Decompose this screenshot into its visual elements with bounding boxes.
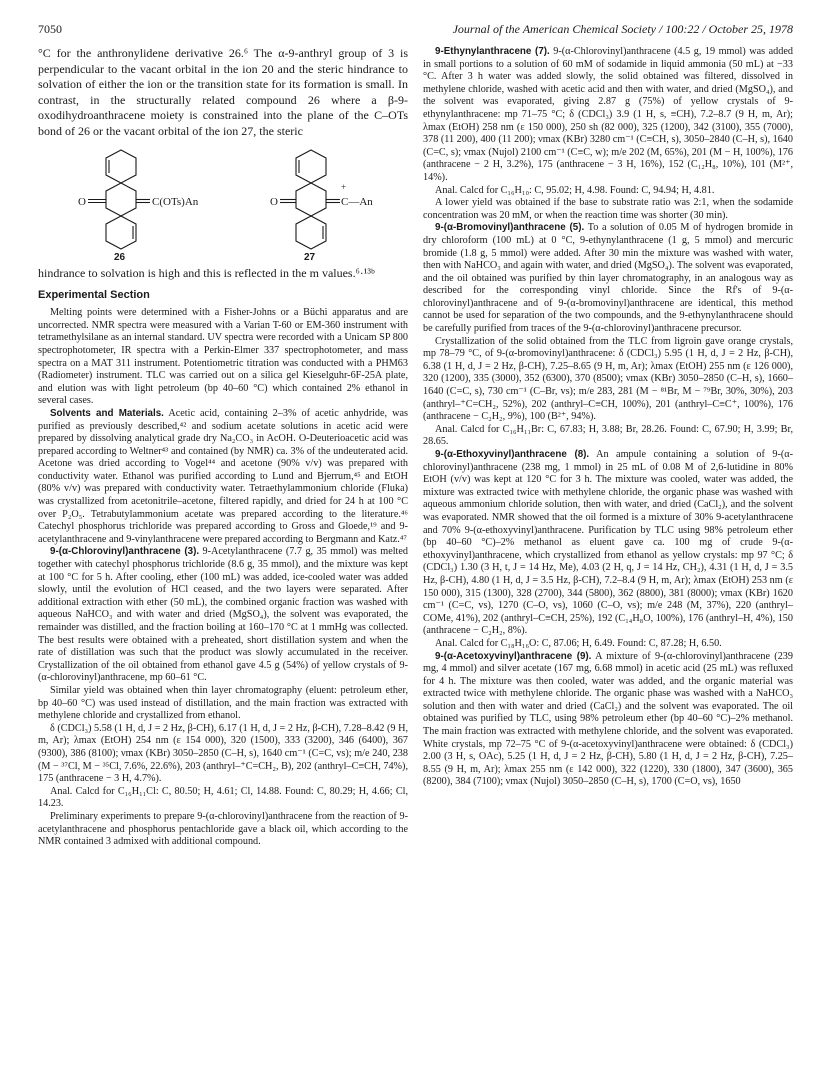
paragraph: A lower yield was obtained if the base to substrate ratio was 2:1, when the sodamide concentration was 20 mM, or when the reaction time was shorter (30 min).: [423, 197, 793, 221]
paragraph: Anal. Calcd for C₁₈H₁₆O: C, 87.06; H, 6.49. Found: C, 87.28; H, 6.50.: [435, 637, 722, 649]
substituent-27: C—An: [341, 195, 373, 208]
runin-heading: 9-(α-Ethoxyvinyl)anthracene (8).: [435, 449, 590, 460]
runin-heading: Solvents and Materials.: [50, 407, 164, 419]
runin-heading: 9-(α-Bromovinyl)anthracene (5).: [435, 222, 585, 234]
running-title: Journal of the American Chemical Society / 100:22 / October 25, 1978: [452, 22, 793, 36]
page-header: [38, 22, 793, 40]
paragraph: δ (CDCl₃) 5.58 (1 H, d, J = 2 Hz, β-CH), 6.17 (1 H, d, J = 2 Hz, β-CH), 7.28–8.42 (9 H, m, Ar); λmax (EtOH) 254 nm (ε 154 000), 320 (1500), 333 (3200), 346 (6400), 367 (9300), 386 (8100); νmax (KBr) 3050–2850 (C–H, s), 1640 cm⁻¹ (C=C, vs); m/e 240, 238 (M − ³⁷Cl, M − ³⁵Cl, 7.6%, 22.6%), 203 (anthryl–⁺C=CH₂, B), 202 (anthryl–C≡CH, 74%), 175 (anthracene − 3 H, 4.7%).: [38, 722, 408, 785]
compound-label-27: 27: [304, 251, 316, 263]
paragraph: Solvents and Materials. Acetic acid, containing 2–3% of acetic anhydride, was purified as previously described,⁴² and sodium acetate solutions in acetic acid were prepared by dissolving analytical grade dry Na₂CO₃ in AcOH. O-Deuterioacetic acid was prepared according to Weltner⁴³ and contained (by NMR) ca. 3% of the undeuterated acid. Acetone was dried according to Vogel⁴⁴ and acetone (90% v/v) was prepared with conductivity water. Ethanol was purified according to Lund and Bjerrum,⁴⁵ and EtOH (80% v/v) was prepared with conductivity water. Tetraethylammonium chloride (Fluka) was crystallized from acetonitrile–acetone, filtered rapidly, and dried for 24 h at 100 °C over P₂O₅. Tetrabutylammonium acetate was prepared according to the literature.⁴⁶ Catechyl phosphorus trichloride was prepared according to Gross and Gloede,¹⁹ and 9-acetylanthracene and 9-vinylanthracene were prepared according to Bergmann and Katz.⁴⁷: [38, 407, 408, 545]
paragraph: Anal. Calcd for C₁₆H₁₁Cl: C, 80.50; H, 4.61; Cl, 14.88. Found: C, 80.29; H, 4.66; Cl, 14.23.: [38, 785, 408, 810]
paragraph: Melting points were determined with a Fisher-Johns or a Büchi apparatus and are uncorrected. NMR spectra were measured with a Varian T-60 or EM-360 instrument with tetramethylsilane as an internal standard. UV spectra were recorded with a Unicam SP 800 spectrophotometer, IR spectra with a Perkin-Elmer 337 spectrophotometer, and mass spectra on a MAT 311 instrument. Potentiometric titration was conducted with a PHM63 (Radiometer) instrument. TLC was carried out on a silica gel Kieselguhr-6F-25A plate, and elution was with light petroleum (bp 40–60 °C) which contained 2% ethanol in several cases.: [38, 307, 408, 407]
structure-27: [280, 150, 340, 249]
intro-paragraph: °C for the anthronylidene derivative 26.⁶ The α-9-anthryl group of 3 is perpendicular to the vacant orbital in the ion 20 and the steric hindrance to solvation of either the ion or the transition state for its formation is small. In contrast, in the structurally related compound 26 where a β-9-oxodihydroanthracene moiety is constrained into the plane of the C–OTs bond of 26 or the vacant orbital of the ion 27, the steric: [38, 46, 408, 138]
section-title: Experimental Section: [38, 289, 150, 302]
paragraph: Anal. Calcd for C₁₆H₁₁Br: C, 67.83; H, 3.88; Br, 28.26. Found: C, 67.90; H, 3.99; Br, 28.65.: [423, 423, 793, 448]
paragraph: Crystallization of the solid obtained from the TLC from ligroin gave orange crystals, mp 78–79 °C, of 9-(α-bromovinyl)anthracene: δ (CDCl₃) 5.95 (1 H, d, J = 2 Hz, β-CH), 6.38 (1 H, d, J = 2 Hz, β-CH), 7.25–8.65 (9 H, m, Ar); λmax (EtOH) 255 nm (ε 126 000), 320 (1200), 335 (3000), 352 (6300), 370 (8500); νmax (KBr) 3050–2850 (C–H, s), 1660–1640 (C=C, s), 730 cm⁻¹ (C–Br, vs); m/e 283, 281 (M − ⁸¹Br, M − ⁷⁹Br, 30%, 30%), 203 (anthryl–⁺C=CH₂, 52%), 202 (anthryl–C≡CH, 100%), 201 (anthryl–C≡C⁺, 100%), 176 (anthracene − C₂H₂, 9%), 100 (B²⁺, 94%).: [423, 335, 793, 423]
runin-heading: 9-(α-Acetoxyvinyl)anthracene (9).: [435, 650, 592, 662]
cation-charge: +: [341, 181, 347, 192]
structure-figure: [38, 144, 408, 252]
substituent-26: C(OTs)An: [152, 195, 199, 208]
oxygen-label-26: O: [78, 195, 86, 208]
structure-26: [88, 150, 150, 249]
oxygen-label-27: O: [270, 195, 278, 208]
left-column: [38, 46, 408, 849]
paragraph: 9-(α-Acetoxyvinyl)anthracene (9). A mixture of 9-(α-chlorovinyl)anthracene (239 mg, 4 mmol) and silver acetate (167 mg, 6.68 mmol) in acetic acid (25 mL) was refluxed for 4 h. The mixture was then cooled, water was added, and the organic material was extracted twice with methylene chloride. The organic phase was washed with a NaHCO₃ solution and then with water and dried (CaCl₂) and the solvent was evaporated. The oil obtained was purified by TLC, using 98% petroleum ether (bp 40–60 °C)–2% methanol. The main fraction was extracted with methylene chloride, and the solvent was evaporated. White crystals, mp 72–75 °C of 9-(α-acetoxyvinyl)anthracene were obtained: δ (CDCl₃) 2.00 (3 H, s, OAc), 5.25 (1 H, d, J = 2 Hz, β-CH), 5.80 (1 H, d, J = 2 Hz, β-CH), 7.25–8.55 (9 H, m, Ar); λmax 255 nm (ε 142 000), 322 (1220), 330 (1800), 347 (3600), 365 (8200), 384 (7100); νmax (Nujol) 3050–2850 (C–H, s), 1700 (C=O, vs), 1650: [423, 650, 793, 788]
figure-labels: [38, 252, 408, 266]
runin-heading: 9-Ethynylanthracene (7).: [435, 46, 550, 57]
paragraph: 9-(α-Ethoxyvinyl)anthracene (8). An ampule containing a solution of 9-(α-chlorovinyl)anthracene (238 mg, 1 mmol) in 25 mL of 0.08 M of 2,6-lutidine in 80% EtOH (v/v) was kept at 120 °C for 3 h. The mixture was cooled, water was added, the mixture was extracted twice with methylene chloride, the organic phase was washed with aqueous ammonium chloride solution, then with water, and dried (CaCl₂), and the solvent was evaporated. NMR showed that the oil formed is a mixture of 30% 9-acetylanthracene and 70% 9-(α-ethoxyvinyl)anthracene. Purification by TLC using 98% petroleum ether (bp 40–60 °C)–2% methanol as eluent gave ca. 100 mg of crude 9-(α-ethoxyvinyl)anthracene, which crystallized from ethanol as yellow crystals: mp 97 °C; δ (CDCl₃) 1.30 (3 H, t, J = 14 Hz, Me), 4.03 (2 H, q, J = 14 Hz, CH₂), 4.31 (1 H, d, J = 3.5 Hz, β-CH), 4.80 (1 H, d, J = 3.5 Hz, β-CH), 7.2–8.4 (9 H, m, Ar); λmax (EtOH) 253 nm (ε 150 000), 315 (1300), 328 (2700), 344 (5800), 362 (8800), 381 (8000); νmax (KBr) 1620 cm⁻¹ (C=C, vs), 1270 (C–O, vs), 1060 (C–O, vs); m/e 248 (M, 37%), 220 (anthryl–COMe, 41%), 202 (anthryl–C≡CH, 25%), 192 (C₁₄H₈O, 100%), 176 (anthryl–H, 4%), 150 (anthracene − C₂H₂, 8%).: [423, 449, 793, 637]
paragraph: 9-Ethynylanthracene (7). 9-(α-Chlorovinyl)anthracene (4.5 g, 19 mmol) was added in small portions to a solution of 60 mM of sodamide in liquid ammonia (50 mL) at −33 °C. After 3 h water was added slowly, the solid obtained was filtered, dissolved in methylene chloride, washed with acetic acid and then with water, and dried (MgSO₄), and the solvent was evaporated, giving 2.87 g (75%) of yellow crystals of 9-ethynylanthracene: mp 71–75 °C; δ (CDCl₃) 3.9 (1 H, s, ≡CH), 7.2–8.7 (9 H, m, Ar); λmax (EtOH) 258 nm (ε 150 000), 250 sh (82 000), 325 (1200), 342 (3100), 355 (7000), 378 (11 200), 400 (11 200); νmax (KBr) 3280 cm⁻¹ (C≡CH, s), 3050–2840 (C–H, s), 1640 (C=C, s); νmax (Nujol) 2100 cm⁻¹ (C≡C, w); m/e 202 (M, 65%), 201 (M − H, 100%), 176 (anthracene − 2 H, 3.2%), 175 (anthracene − 3 H, 16%), 152 (C₁₂H₈, 10%), 101 (M²⁺, 14%).: [423, 46, 793, 183]
runin-heading: 9-(α-Chlorovinyl)anthracene (3).: [50, 546, 200, 558]
paragraph: Anal. Calcd for C₁₆H₁₀: C, 95.02; H, 4.98. Found: C, 94.94; H, 4.81.: [435, 184, 715, 196]
page-number: 7050: [38, 22, 62, 36]
after-figure-text: hindrance to solvation is high and this is reflected in the m values.⁶·¹³ᵇ: [38, 265, 375, 280]
paragraph: 9-(α-Bromovinyl)anthracene (5). To a solution of 0.05 M of hydrogen bromide in dry chloroform (100 mL) at 0 °C, 9-ethynylanthracene (1 g, 5 mmol) and mercuric bromide (1.8 g, 5 mmol) were added. After 30 min the mixture was washed with water, then with NaHCO₃ and again with water, and dried (MgSO₄). The solvent was evaporated, and the oil obtained was purified by thin layer chromatography, in an analogous way as described for the corresponding vinyl chloride. Since the Rf's of 9-(α-chlorovinyl)anthracene and of 9-(α-bromovinyl)anthracene are identical, this method cannot be used for separation of the two compounds, and the 9-ethynylanthracene should be carefully purified from traces of the 9-(α-chlorovinyl)anthracene precursor.: [423, 222, 793, 335]
structure-drawing: [38, 144, 408, 252]
paragraph: Preliminary experiments to prepare 9-(α-chlorovinyl)anthracene from the reaction of 9-acetylanthracene and phosphorus pentachloride gave a black oil, which according to the NMR contained 3 admixed with additional compound.: [38, 810, 408, 848]
compound-label-26: 26: [114, 251, 126, 263]
paragraph: Similar yield was obtained when thin layer chromatography (eluent: petroleum ether, bp 40–60 °C) was used instead of distillation, and the main fraction was extracted with methylene chloride and crystallized from ethanol.: [38, 684, 408, 722]
right-column: [423, 46, 793, 789]
paragraph: 9-(α-Chlorovinyl)anthracene (3). 9-Acetylanthracene (7.7 g, 35 mmol) was melted together with catechyl phosphorus trichloride (8.6 g, 35 mmol), and the mixture was kept at 100 °C for 5 h. After cooling, ether (100 mL) was added, ice-cooled water was added slowly, until the evolution of HCl ceased, and the two layers were separated. After additional extraction with ether (50 mL), the combined organic fraction was washed with aqueous NaHCO₃ and with water and dried (MgSO₄), the solvent was evaporated, the remainder was distilled, and the fraction boiling at 160–170 °C at 1 mmHg was collected. The best results were obtained with a preheated, short distillation system and when the rate of distillation was such that the product was slowly accumulated in the receiver. Crystallization of the oil obtained from ethanol gave 4.5 g (54%) of yellow crystals of 9-(α-chlorovinyl)anthracene, mp 60–61 °C.: [38, 546, 408, 684]
